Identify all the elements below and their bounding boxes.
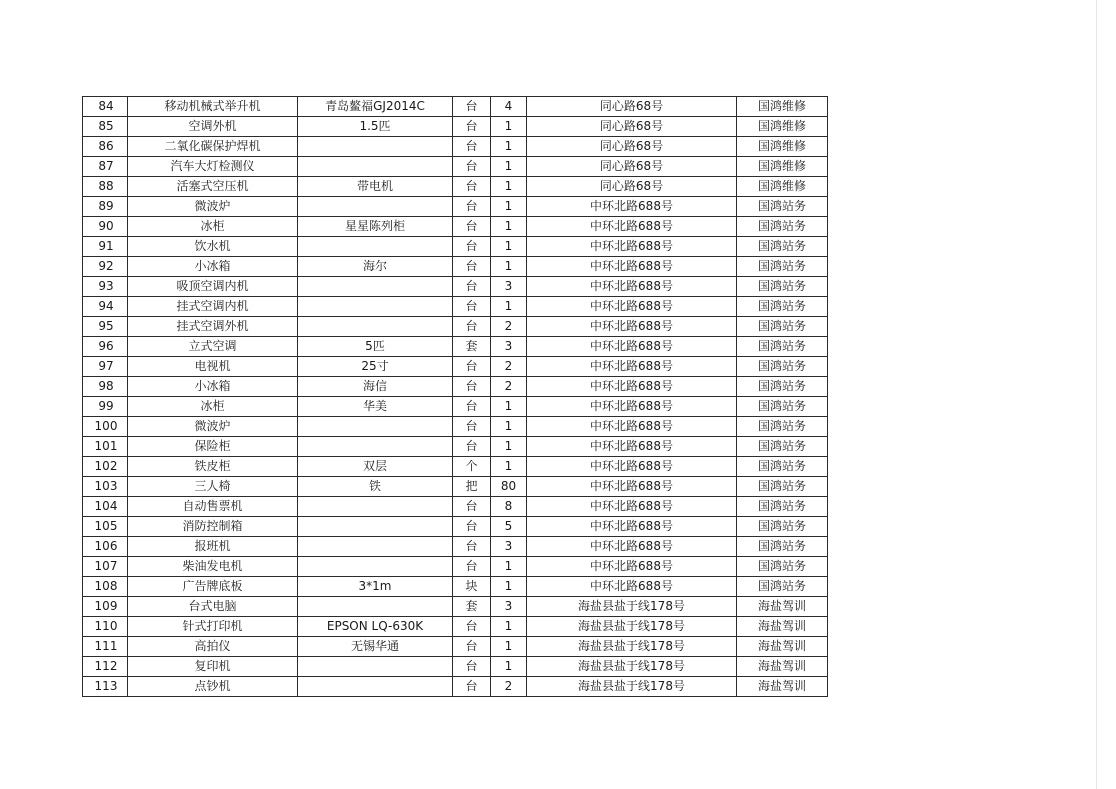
quantity-cell: 2 [491,377,527,397]
location-cell: 中环北路688号 [527,497,737,517]
quantity-cell: 1 [491,417,527,437]
row-number-cell: 100 [83,417,128,437]
quantity-cell: 3 [491,277,527,297]
department-cell: 国鸿站务 [737,537,828,557]
table-row [83,357,828,377]
row-number-cell: 91 [83,237,128,257]
item-name-cell: 保险柜 [128,437,298,457]
item-name-cell: 复印机 [128,657,298,677]
item-name-cell: 吸顶空调内机 [128,277,298,297]
department-cell: 国鸿站务 [737,277,828,297]
location-cell: 中环北路688号 [527,217,737,237]
row-number-cell: 93 [83,277,128,297]
unit-cell: 台 [453,177,491,197]
department-cell: 国鸿维修 [737,177,828,197]
item-name-cell: 活塞式空压机 [128,177,298,197]
quantity-cell: 1 [491,177,527,197]
department-cell: 海盐驾训 [737,657,828,677]
table-row [83,397,828,417]
unit-cell: 台 [453,257,491,277]
unit-cell: 台 [453,297,491,317]
item-spec-cell [298,497,453,517]
table-row [83,197,828,217]
quantity-cell: 1 [491,137,527,157]
table-row [83,477,828,497]
table-row [83,677,828,697]
item-spec-cell [298,437,453,457]
table-row [83,257,828,277]
location-cell: 中环北路688号 [527,297,737,317]
unit-cell: 台 [453,237,491,257]
location-cell: 中环北路688号 [527,197,737,217]
location-cell: 中环北路688号 [527,257,737,277]
item-name-cell: 柴油发电机 [128,557,298,577]
item-name-cell: 汽车大灯检测仪 [128,157,298,177]
row-number-cell: 87 [83,157,128,177]
item-name-cell: 移动机械式举升机 [128,97,298,117]
item-name-cell: 二氧化碳保护焊机 [128,137,298,157]
item-name-cell: 挂式空调外机 [128,317,298,337]
item-name-cell: 台式电脑 [128,597,298,617]
department-cell: 国鸿站务 [737,517,828,537]
quantity-cell: 3 [491,537,527,557]
table-row [83,137,828,157]
department-cell: 国鸿维修 [737,97,828,117]
quantity-cell: 1 [491,437,527,457]
row-number-cell: 104 [83,497,128,517]
row-number-cell: 85 [83,117,128,137]
department-cell: 国鸿站务 [737,297,828,317]
table-row [83,297,828,317]
item-spec-cell [298,677,453,697]
unit-cell: 台 [453,317,491,337]
table-row [83,657,828,677]
unit-cell: 台 [453,537,491,557]
department-cell: 国鸿站务 [737,217,828,237]
item-spec-cell [298,537,453,557]
row-number-cell: 109 [83,597,128,617]
location-cell: 中环北路688号 [527,477,737,497]
unit-cell: 台 [453,657,491,677]
item-name-cell: 空调外机 [128,117,298,137]
item-name-cell: 挂式空调内机 [128,297,298,317]
item-name-cell: 消防控制箱 [128,517,298,537]
item-spec-cell: 华美 [298,397,453,417]
unit-cell: 台 [453,357,491,377]
row-number-cell: 113 [83,677,128,697]
item-name-cell: 铁皮柜 [128,457,298,477]
item-spec-cell [298,137,453,157]
unit-cell: 台 [453,137,491,157]
location-cell: 海盐县盐于线178号 [527,597,737,617]
unit-cell: 台 [453,617,491,637]
table-row [83,177,828,197]
item-name-cell: 冰柜 [128,397,298,417]
department-cell: 海盐驾训 [737,637,828,657]
item-spec-cell: 无锡华通 [298,637,453,657]
row-number-cell: 88 [83,177,128,197]
row-number-cell: 101 [83,437,128,457]
location-cell: 中环北路688号 [527,397,737,417]
table-row [83,637,828,657]
item-name-cell: 电视机 [128,357,298,377]
unit-cell: 台 [453,677,491,697]
item-name-cell: 广告牌底板 [128,577,298,597]
unit-cell: 台 [453,637,491,657]
item-spec-cell [298,597,453,617]
row-number-cell: 102 [83,457,128,477]
row-number-cell: 106 [83,537,128,557]
table-row [83,237,828,257]
row-number-cell: 111 [83,637,128,657]
row-number-cell: 92 [83,257,128,277]
item-name-cell: 饮水机 [128,237,298,257]
quantity-cell: 4 [491,97,527,117]
row-number-cell: 97 [83,357,128,377]
item-spec-cell [298,157,453,177]
unit-cell: 个 [453,457,491,477]
department-cell: 国鸿站务 [737,377,828,397]
item-spec-cell [298,297,453,317]
location-cell: 中环北路688号 [527,357,737,377]
table-row [83,117,828,137]
item-spec-cell: 青岛鳌福GJ2014C [298,97,453,117]
item-spec-cell: 1.5匹 [298,117,453,137]
location-cell: 海盐县盐于线178号 [527,657,737,677]
quantity-cell: 1 [491,637,527,657]
row-number-cell: 108 [83,577,128,597]
item-spec-cell: 25寸 [298,357,453,377]
quantity-cell: 8 [491,497,527,517]
location-cell: 中环北路688号 [527,277,737,297]
item-spec-cell: 3*1m [298,577,453,597]
unit-cell: 把 [453,477,491,497]
table-row [83,417,828,437]
unit-cell: 台 [453,437,491,457]
table-row [83,557,828,577]
quantity-cell: 1 [491,257,527,277]
item-spec-cell: EPSON LQ-630K [298,617,453,637]
location-cell: 同心路68号 [527,97,737,117]
table-row [83,337,828,357]
row-number-cell: 96 [83,337,128,357]
department-cell: 国鸿站务 [737,417,828,437]
row-number-cell: 86 [83,137,128,157]
table-row [83,577,828,597]
item-spec-cell: 双层 [298,457,453,477]
quantity-cell: 1 [491,217,527,237]
row-number-cell: 105 [83,517,128,537]
table-row [83,317,828,337]
row-number-cell: 95 [83,317,128,337]
table-row [83,497,828,517]
department-cell: 国鸿站务 [737,497,828,517]
item-spec-cell [298,417,453,437]
item-spec-cell [298,557,453,577]
table-row [83,597,828,617]
item-spec-cell [298,237,453,257]
quantity-cell: 1 [491,577,527,597]
location-cell: 中环北路688号 [527,417,737,437]
unit-cell: 套 [453,597,491,617]
row-number-cell: 98 [83,377,128,397]
item-spec-cell: 海尔 [298,257,453,277]
department-cell: 国鸿站务 [737,397,828,417]
unit-cell: 台 [453,157,491,177]
row-number-cell: 84 [83,97,128,117]
item-spec-cell: 铁 [298,477,453,497]
item-name-cell: 微波炉 [128,417,298,437]
quantity-cell: 5 [491,517,527,537]
unit-cell: 套 [453,337,491,357]
location-cell: 同心路68号 [527,157,737,177]
quantity-cell: 1 [491,457,527,477]
location-cell: 海盐县盐于线178号 [527,677,737,697]
department-cell: 国鸿站务 [737,577,828,597]
row-number-cell: 110 [83,617,128,637]
location-cell: 中环北路688号 [527,237,737,257]
quantity-cell: 1 [491,157,527,177]
department-cell: 国鸿站务 [737,557,828,577]
unit-cell: 块 [453,577,491,597]
quantity-cell: 2 [491,677,527,697]
department-cell: 国鸿站务 [737,237,828,257]
table-row [83,537,828,557]
item-name-cell: 高拍仪 [128,637,298,657]
item-spec-cell: 星星陈列柜 [298,217,453,237]
table-row [83,277,828,297]
location-cell: 中环北路688号 [527,577,737,597]
table-body [83,97,828,697]
location-cell: 中环北路688号 [527,317,737,337]
row-number-cell: 112 [83,657,128,677]
unit-cell: 台 [453,397,491,417]
location-cell: 中环北路688号 [527,557,737,577]
item-name-cell: 三人椅 [128,477,298,497]
item-name-cell: 自动售票机 [128,497,298,517]
department-cell: 国鸿站务 [737,337,828,357]
location-cell: 中环北路688号 [527,337,737,357]
quantity-cell: 1 [491,617,527,637]
department-cell: 海盐驾训 [737,677,828,697]
location-cell: 中环北路688号 [527,377,737,397]
location-cell: 同心路68号 [527,177,737,197]
unit-cell: 台 [453,277,491,297]
item-name-cell: 立式空调 [128,337,298,357]
table-row [83,437,828,457]
department-cell: 海盐驾训 [737,617,828,637]
unit-cell: 台 [453,117,491,137]
department-cell: 国鸿站务 [737,257,828,277]
item-spec-cell: 5匹 [298,337,453,357]
quantity-cell: 1 [491,557,527,577]
location-cell: 中环北路688号 [527,537,737,557]
quantity-cell: 2 [491,317,527,337]
table-row [83,157,828,177]
unit-cell: 台 [453,217,491,237]
table-row [83,617,828,637]
row-number-cell: 99 [83,397,128,417]
quantity-cell: 2 [491,357,527,377]
location-cell: 中环北路688号 [527,517,737,537]
unit-cell: 台 [453,557,491,577]
location-cell: 同心路68号 [527,117,737,137]
department-cell: 国鸿站务 [737,317,828,337]
unit-cell: 台 [453,377,491,397]
scan-mark [1096,0,1097,789]
department-cell: 国鸿维修 [737,157,828,177]
location-cell: 海盐县盐于线178号 [527,617,737,637]
table-row [83,377,828,397]
department-cell: 国鸿站务 [737,457,828,477]
department-cell: 国鸿维修 [737,117,828,137]
location-cell: 同心路68号 [527,137,737,157]
location-cell: 中环北路688号 [527,457,737,477]
item-name-cell: 点钞机 [128,677,298,697]
location-cell: 海盐县盐于线178号 [527,637,737,657]
item-name-cell: 小冰箱 [128,257,298,277]
table-row [83,97,828,117]
department-cell: 国鸿站务 [737,357,828,377]
item-spec-cell [298,517,453,537]
item-spec-cell: 带电机 [298,177,453,197]
item-spec-cell: 海信 [298,377,453,397]
quantity-cell: 80 [491,477,527,497]
row-number-cell: 89 [83,197,128,217]
row-number-cell: 94 [83,297,128,317]
department-cell: 国鸿维修 [737,137,828,157]
quantity-cell: 3 [491,597,527,617]
department-cell: 海盐驾训 [737,597,828,617]
table-row [83,517,828,537]
item-name-cell: 微波炉 [128,197,298,217]
unit-cell: 台 [453,197,491,217]
item-name-cell: 报班机 [128,537,298,557]
item-name-cell: 冰柜 [128,217,298,237]
quantity-cell: 3 [491,337,527,357]
row-number-cell: 103 [83,477,128,497]
item-name-cell: 针式打印机 [128,617,298,637]
department-cell: 国鸿站务 [737,477,828,497]
unit-cell: 台 [453,97,491,117]
item-spec-cell [298,277,453,297]
row-number-cell: 90 [83,217,128,237]
item-spec-cell [298,657,453,677]
asset-inventory-table [82,96,828,697]
item-spec-cell [298,197,453,217]
quantity-cell: 1 [491,297,527,317]
row-number-cell: 107 [83,557,128,577]
location-cell: 中环北路688号 [527,437,737,457]
quantity-cell: 1 [491,197,527,217]
quantity-cell: 1 [491,397,527,417]
table-row [83,457,828,477]
quantity-cell: 1 [491,657,527,677]
unit-cell: 台 [453,497,491,517]
department-cell: 国鸿站务 [737,437,828,457]
item-name-cell: 小冰箱 [128,377,298,397]
item-spec-cell [298,317,453,337]
table-row [83,217,828,237]
quantity-cell: 1 [491,237,527,257]
department-cell: 国鸿站务 [737,197,828,217]
unit-cell: 台 [453,517,491,537]
quantity-cell: 1 [491,117,527,137]
unit-cell: 台 [453,417,491,437]
